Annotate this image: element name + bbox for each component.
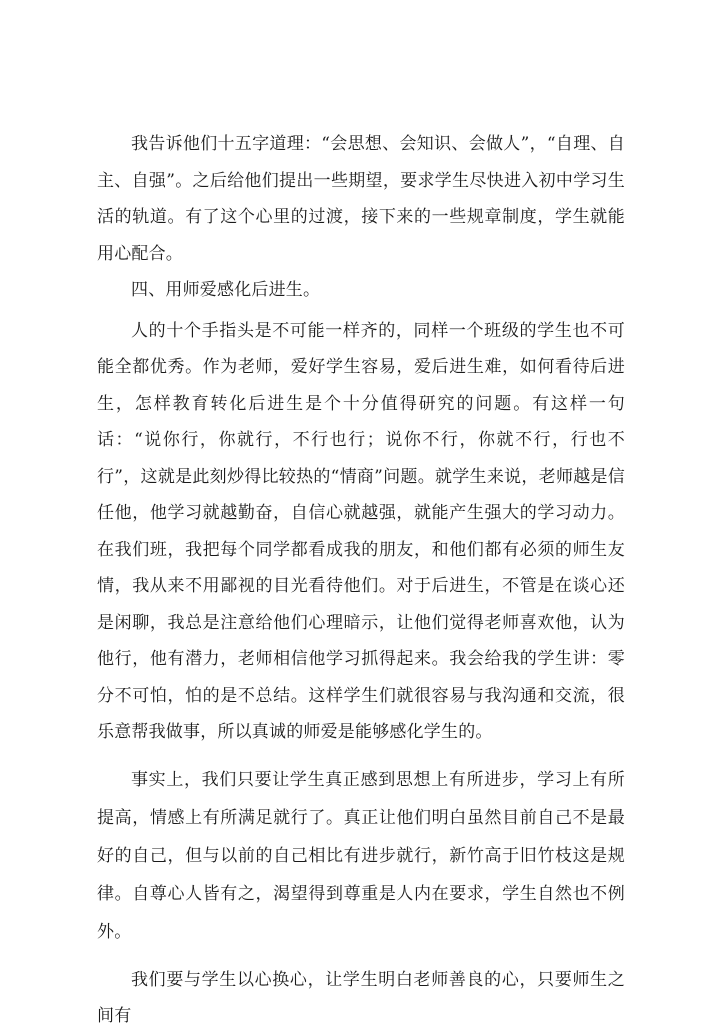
section-heading-four: 四、用师爱感化后进生。 (131, 280, 321, 300)
document-body (97, 126, 625, 1035)
paragraph-heart-to-heart: 我们要与学生以心换心，让学生明白老师善良的心，只要师生之间有 (97, 969, 625, 1027)
spacer (97, 751, 625, 761)
paragraph-backward-students: 人的十个手指头是不可能一样齐的，同样一个班级的学生也不可能全都优秀。作为老师，爱好学生容易，爱后进生难，如何看待后进生，怎样教育转化后进生是个十分值得研究的问题。有这样一句话：“说你行，你就行，不行也行；说你不行，你就不行，行也不行”，这就是此刻炒得比较热的“情商”问题。就学生来说，老师越是信任他，他学习就越勤奋，自信心就越强，就能产生强大的学习动力。在我们班，我把每个同学都看成我的朋友，和他们都有必须的师生友情，我从来不用鄙视的目光看待他们。对于后进生，不管是在谈心还是闲聊，我总是注意给他们心理暗示，让他们觉得老师喜欢他，认为他行，他有潜力，老师相信他学习抓得起来。我会给我的学生讲：零分不可怕，怕的是不总结。这样学生们就很容易与我沟通和交流，很乐意帮我做事，所以真诚的师爱是能够感化学生的。 (97, 320, 625, 742)
paragraph-progress: 事实上，我们只要让学生真正感到思想上有所进步，学习上有所提高，情感上有所满足就行了。真正让他们明白虽然目前自己不是最好的自己，但与以前的自己相比有进步就行，新竹高于旧竹枝这是规律。自尊心人皆有之，渴望得到尊重是人内在要求，学生自然也不例外。 (97, 769, 625, 943)
paragraph-expectations: 我告诉他们十五字道理：“会思想、会知识、会做人”，“自理、自主、自强”。之后给他们提出一些期望，要求学生尽快进入初中学习生活的轨道。有了这个心里的过渡，接下来的一些规章制度，学生就能用心配合。 (97, 134, 625, 264)
spacer (97, 952, 625, 962)
